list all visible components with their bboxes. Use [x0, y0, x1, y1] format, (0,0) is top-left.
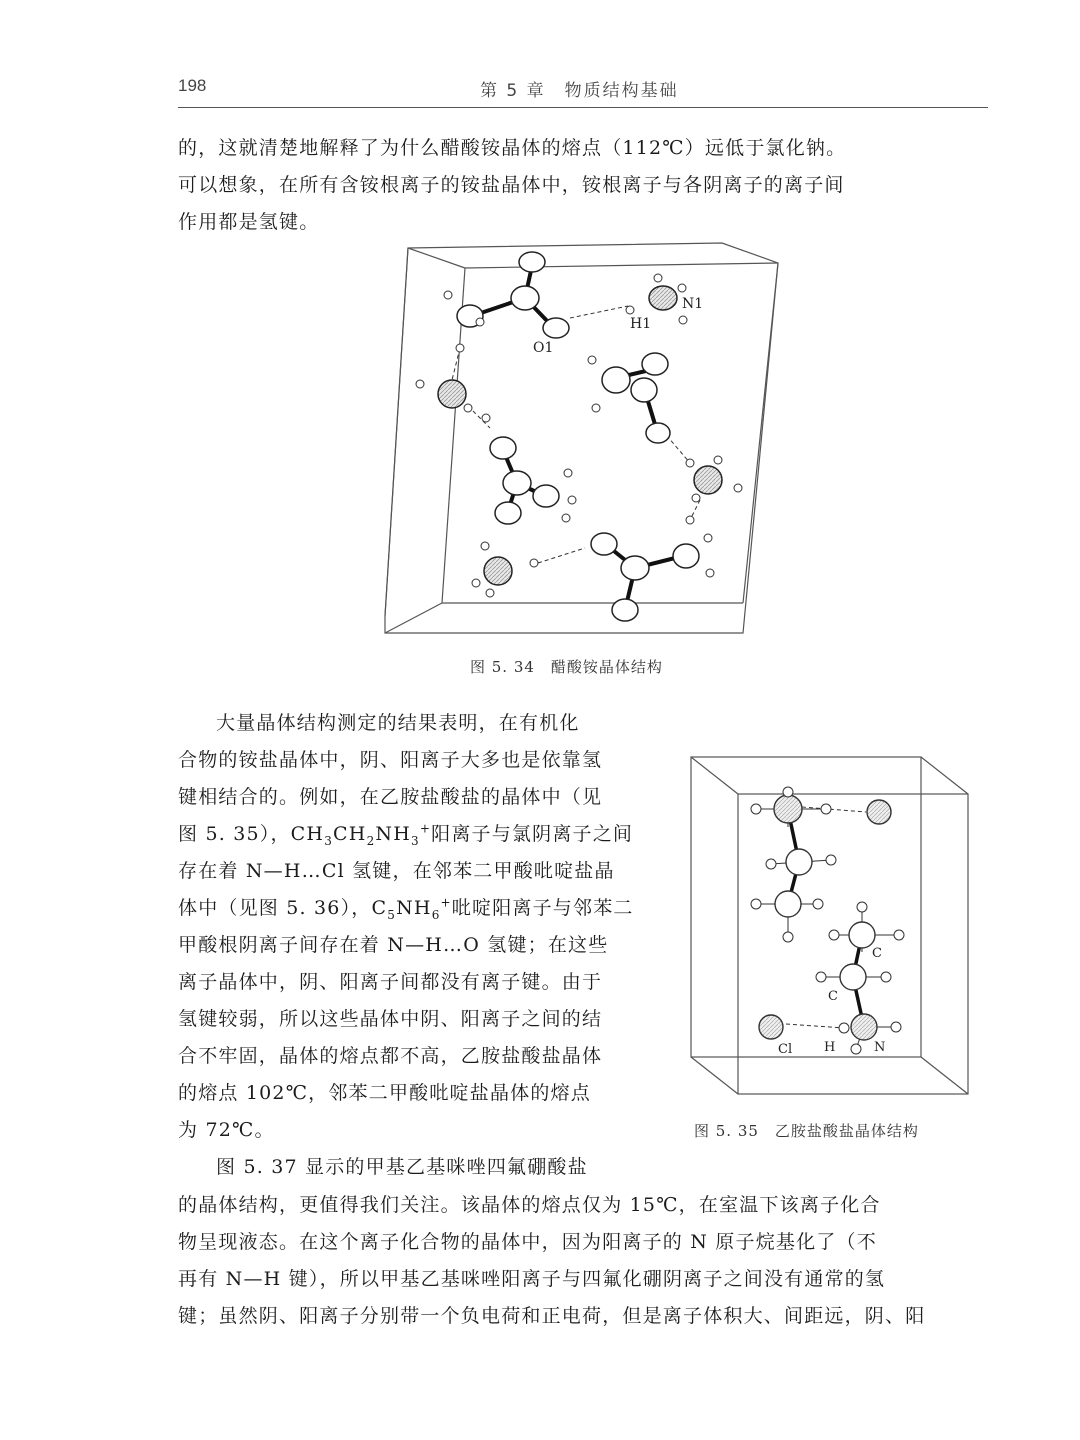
label-c-upper: C: [872, 946, 882, 961]
paragraph-3: [178, 1187, 990, 1335]
label-h: H: [824, 1040, 836, 1055]
label-o1: O1: [533, 340, 554, 356]
paragraph-2-line: 氢键较弱，所以这些晶体中阴、阳离子之间的结: [178, 1008, 603, 1030]
paragraph-2-line: 大量晶体结构测定的结果表明，在有机化: [216, 712, 580, 734]
paragraph-2-line: 的熔点 102℃，邻苯二甲酸吡啶盐晶体的熔点: [178, 1082, 591, 1104]
page-number: 198: [178, 76, 207, 95]
header-rule: [178, 107, 988, 108]
paragraph-3-line: 键；虽然阴、阳离子分别带一个负电荷和正电荷，但是离子体积大、间距远，阴、阳: [178, 1305, 926, 1327]
paragraph-2-line: 离子晶体中，阴、阳离子间都没有离子键。由于: [178, 971, 603, 993]
figure-5-35-crystal-structure: [686, 752, 976, 1102]
paragraph-2-line: 甲酸根阴离子间存在着 N—H…O 氢键；在这些: [178, 934, 609, 956]
unit-cell-box: [385, 243, 778, 633]
figure-5-34-caption: 图 5. 34 醋酸铵晶体结构: [470, 658, 663, 676]
paragraph-2-line: 合不牢固，晶体的熔点都不高，乙胺盐酸盐晶体: [178, 1045, 603, 1067]
paragraph-1: [178, 130, 990, 241]
paragraph-2-line: 存在着 N—H…Cl 氢键，在邻苯二甲酸吡啶盐晶: [178, 860, 615, 882]
paragraph-2-line: 合物的铵盐晶体中，阴、阳离子大多也是依靠氢: [178, 749, 603, 771]
paragraph-2-line: 键相结合的。例如，在乙胺盐酸盐的晶体中（见: [178, 786, 603, 808]
chapter-title: 第 5 章 物质结构基础: [480, 81, 679, 101]
paragraph-1-line: 作用都是氢键。: [178, 211, 320, 233]
label-h1: H1: [630, 316, 652, 332]
paragraph-2-line: 为 72℃。: [178, 1119, 275, 1141]
paragraph-3-first-line: 图 5. 37 显示的甲基乙基咪唑四氟硼酸盐: [216, 1156, 588, 1178]
paragraph-1-line: 可以想象，在所有含铵根离子的铵盐晶体中，铵根离子与各阴离子的离子间: [178, 174, 845, 196]
paragraph-2-line: 体中（见图 5. 36），$C_5NH_6^+$吡啶阳离子与邻苯二: [178, 895, 634, 922]
paragraph-2-line: 图 5. 35），$CH_3CH_2NH_3^+$阳离子与氯阴离子之间: [178, 821, 634, 848]
label-n1: N1: [682, 296, 704, 312]
paragraph-3-line: 再有 N—H 键），所以甲基乙基咪唑阳离子与四氟化硼阴离子之间没有通常的氢: [178, 1268, 886, 1290]
paragraph-2: [178, 705, 663, 1186]
figure-5-34-crystal-structure: [380, 238, 800, 638]
label-c-lower: C: [828, 989, 838, 1004]
paragraph-1-line: 的，这就清楚地解释了为什么醋酸铵晶体的熔点（112℃）远低于氯化钠。: [178, 137, 847, 159]
paragraph-3-line: 的晶体结构，更值得我们关注。该晶体的熔点仅为 15℃，在室温下该离子化合: [178, 1194, 881, 1216]
label-cl: Cl: [778, 1042, 793, 1057]
paragraph-3-line: 物呈现液态。在这个离子化合物的晶体中，因为阳离子的 N 原子烷基化了（不: [178, 1231, 877, 1253]
figure-5-35-caption: 图 5. 35 乙胺盐酸盐晶体结构: [694, 1122, 919, 1140]
label-n: N: [874, 1040, 886, 1055]
